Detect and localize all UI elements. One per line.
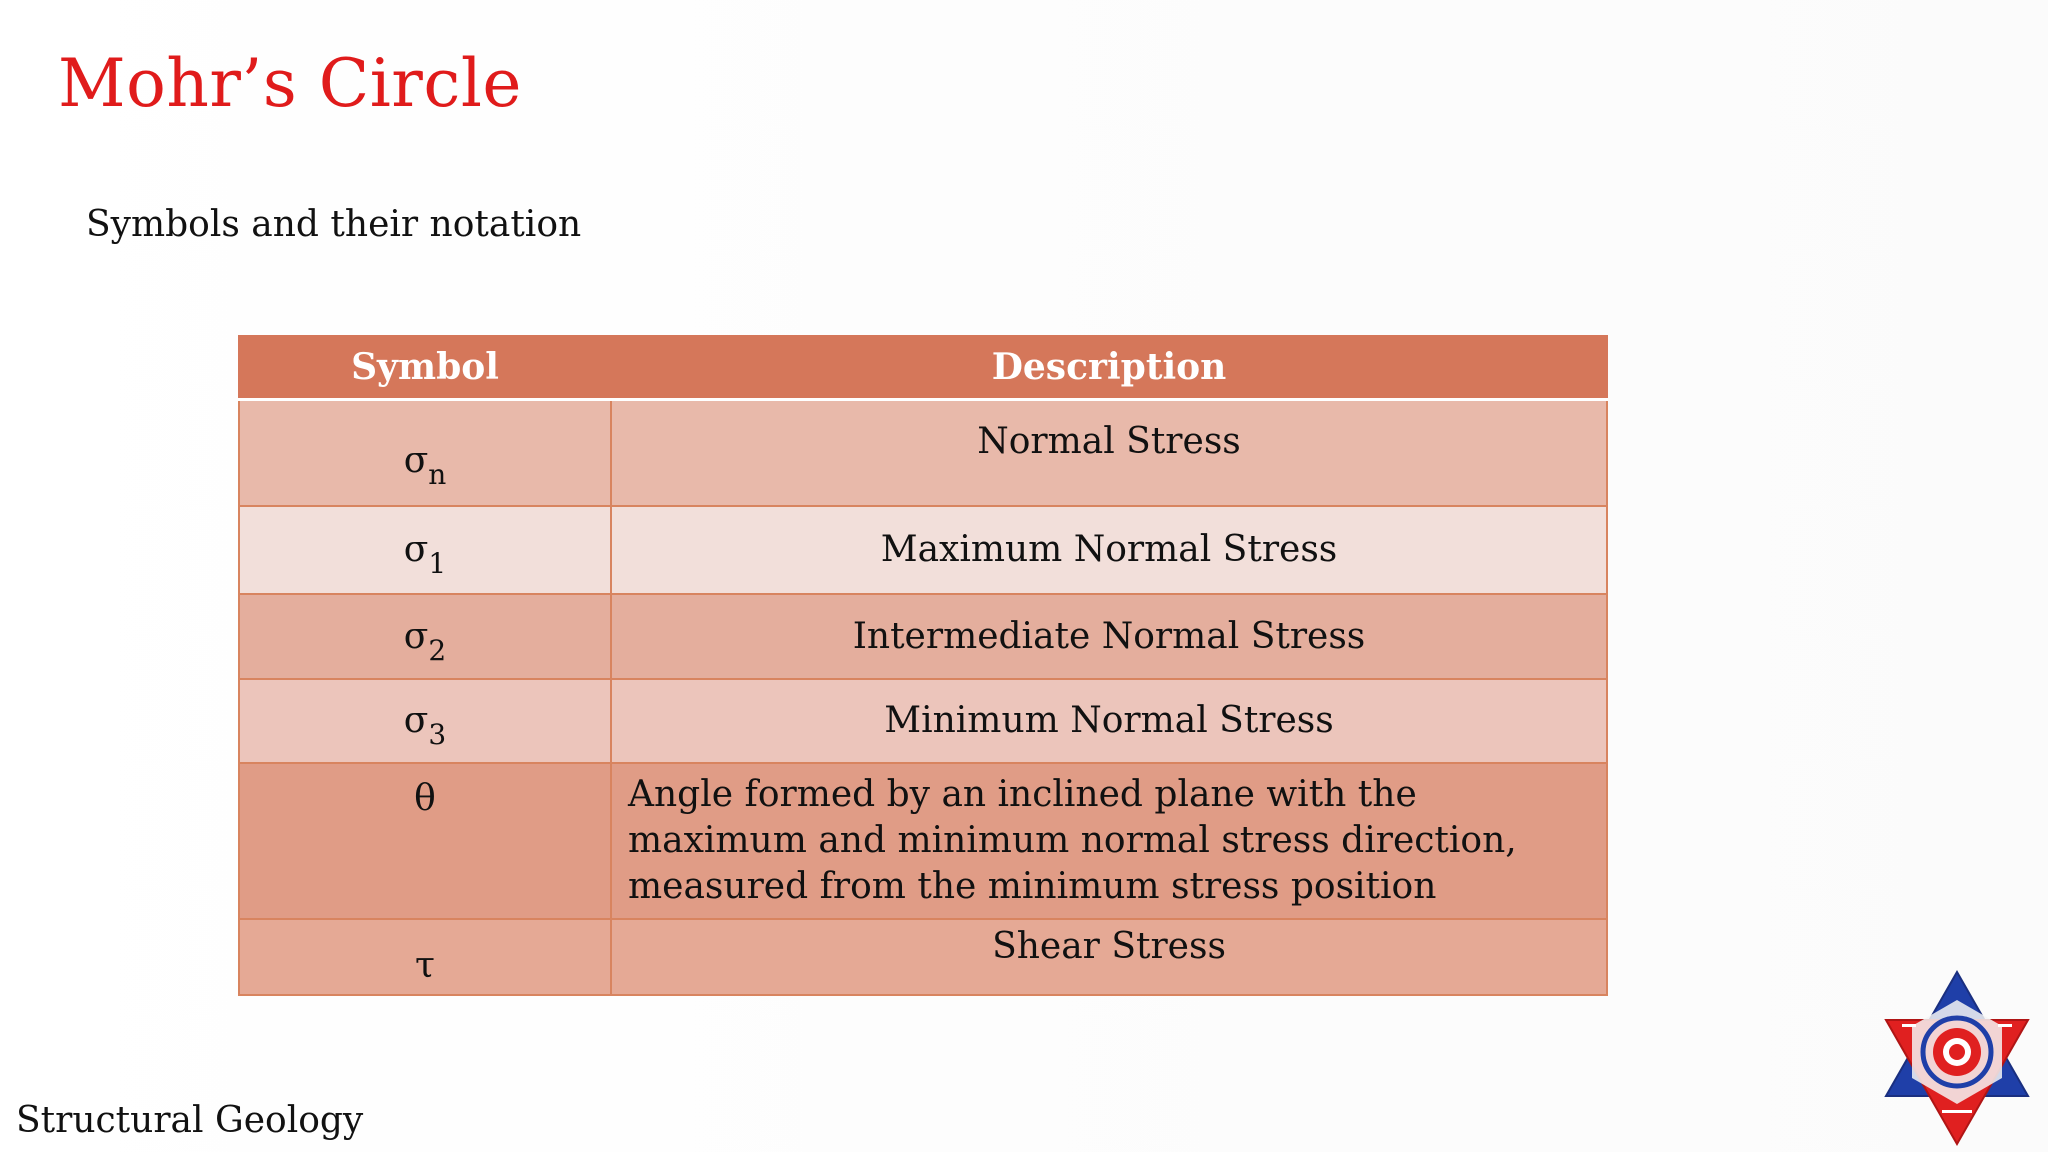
table-row [239,679,1607,763]
description-cell [611,919,1607,995]
symbol-subscript: 1 [428,547,447,580]
symbol-cell [239,594,611,679]
symbol-cell [239,763,611,919]
footer-course-name: Structural Geology [16,1100,364,1141]
table-row [239,506,1607,594]
description-text: Normal Stress [977,421,1241,462]
description-text: Angle formed by an inclined plane with the maximum and minimum normal stress direction, measured from the minimum stress position [628,773,1517,907]
description-text: Minimum Normal Stress [884,700,1334,741]
table-row [239,400,1607,506]
symbol-subscript: n [428,458,447,492]
description-cell [611,594,1607,679]
symbol-cell [239,919,611,995]
description-cell [611,400,1607,506]
symbol-cell [239,506,611,594]
description-text: Intermediate Normal Stress [852,615,1366,657]
slide-subtitle: Symbols and their notation [86,204,582,245]
description-text: Shear Stress [992,925,1226,967]
column-header-symbol: Symbol [239,335,611,400]
symbol-text: σ [403,440,429,482]
description-cell [611,679,1607,763]
university-emblem-icon [1882,970,2032,1146]
slide-title: Mohr’s Circle [58,45,522,122]
symbol-subscript: 2 [428,633,447,667]
description-cell [611,506,1607,594]
description-text: Maximum Normal Stress [880,529,1338,570]
symbol-subscript: 3 [428,718,447,751]
table-row [239,594,1607,679]
symbol-text: θ [414,777,436,819]
symbol-cell [239,400,611,506]
description-cell [611,763,1607,919]
symbol-text: τ [415,944,435,986]
table-row [239,919,1607,995]
symbol-text: σ [403,615,429,657]
table-row [239,763,1607,919]
table-header-row [239,335,1607,400]
symbol-text: σ [403,529,429,570]
column-header-description: Description [611,335,1607,400]
symbol-text: σ [403,700,429,741]
notation-table-wrapper [238,335,1606,996]
notation-table [238,335,1608,996]
symbol-cell [239,679,611,763]
